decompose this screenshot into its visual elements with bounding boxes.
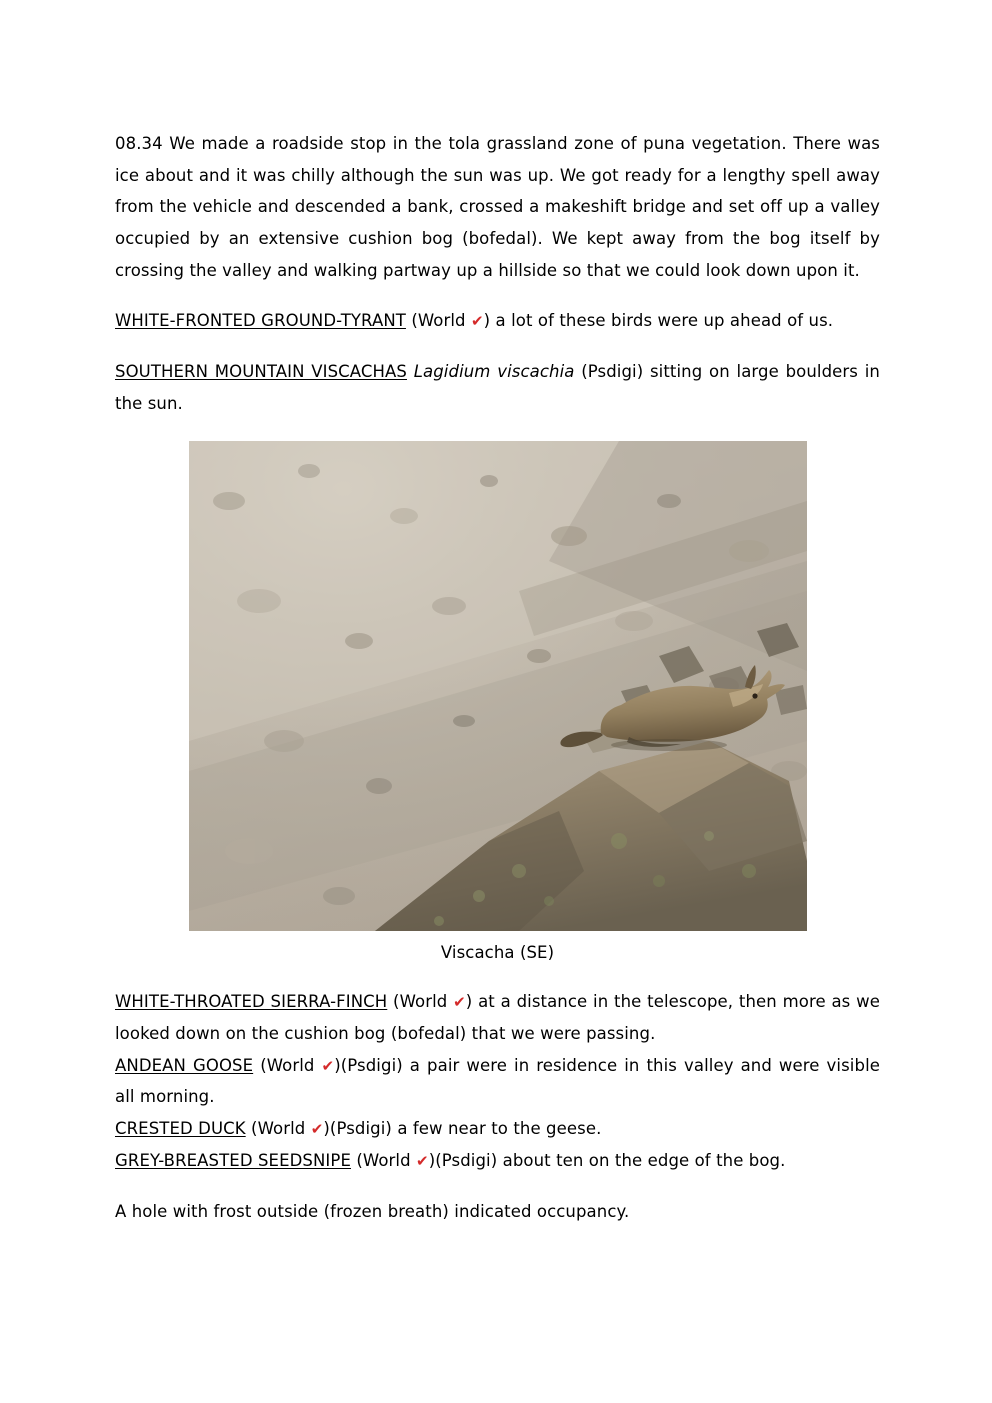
species-entry-white-fronted-ground-tyrant: [115, 305, 880, 337]
species-codes-before: (World: [356, 1150, 417, 1170]
species-name: ANDEAN GOOSE: [115, 1055, 254, 1075]
species-entry-andean-goose: [115, 1050, 880, 1113]
species-codes-before: (World: [251, 1119, 311, 1139]
check-icon: ✔: [470, 312, 484, 331]
species-codes-before: (Psdigi): [581, 362, 644, 382]
species-codes-after: )(Psdigi): [323, 1119, 392, 1139]
closing-paragraph: A hole with frost outside (frozen breath) indicated occupancy.: [115, 1202, 630, 1222]
species-note: a lot of these birds were up ahead of us.: [490, 311, 834, 331]
species-note: a pair were in residence in this valley and were visible all morning.: [115, 1055, 880, 1107]
species-note: at a distance in the telescope, then more as we looked down on the cushion bog (bofedal) that we were passing.: [115, 992, 880, 1044]
paragraph-spacer: [115, 1176, 880, 1196]
species-note: sitting on large boulders in the sun.: [115, 362, 880, 413]
species-name: CRESTED DUCK: [115, 1119, 246, 1139]
species-codes-after: )(Psdigi): [334, 1055, 403, 1075]
check-icon: ✔: [310, 1120, 324, 1139]
scientific-name: Lagidium viscachia: [413, 362, 575, 382]
species-name: SOUTHERN MOUNTAIN VISCACHAS: [115, 362, 407, 382]
species-codes-before: (World: [260, 1055, 322, 1075]
check-icon: ✔: [416, 1151, 429, 1170]
species-entry-crested-duck: [115, 1113, 880, 1145]
species-list-second: [115, 986, 880, 1176]
species-codes-after: ): [483, 311, 491, 331]
species-entry-southern-mountain-viscachas: [115, 356, 880, 419]
species-codes-after: ): [465, 992, 473, 1012]
species-note: about ten on the edge of the bog.: [497, 1150, 786, 1170]
species-note: a few near to the geese.: [391, 1119, 602, 1139]
species-name: WHITE-THROATED SIERRA-FINCH: [115, 992, 388, 1012]
species-name: WHITE-FRONTED GROUND-TYRANT: [115, 311, 406, 331]
check-icon: ✔: [321, 1056, 335, 1075]
check-icon: ✔: [453, 993, 466, 1012]
viscacha-on-rock-photograph: [189, 441, 807, 931]
intro-paragraph: 08.34 We made a roadside stop in the tola grassland zone of puna vegetation. There was ice about and it was chilly although the sun was up. We got ready for a lengthy spell away from the vehicle and descended a bank, crossed a makeshift bridge and set off up a valley occupied by an extensive cushion bog (bofedal). We kept away from the bog itself by crossing the valley and walking partway up a hillside so that we could look down upon it.: [115, 134, 880, 280]
species-entry-grey-breasted-seedsnipe: [115, 1145, 880, 1177]
figure-viscacha: [115, 441, 880, 962]
species-name: GREY-BREASTED SEEDSNIPE: [115, 1150, 351, 1170]
photo-illustration: [189, 441, 807, 931]
species-entry-white-throated-sierra-finch: [115, 986, 880, 1049]
species-codes-after: )(Psdigi): [428, 1150, 498, 1170]
species-codes-before: (World: [411, 311, 471, 331]
species-codes-before: (World: [393, 992, 454, 1012]
figure-caption: Viscacha (SE): [440, 943, 555, 963]
